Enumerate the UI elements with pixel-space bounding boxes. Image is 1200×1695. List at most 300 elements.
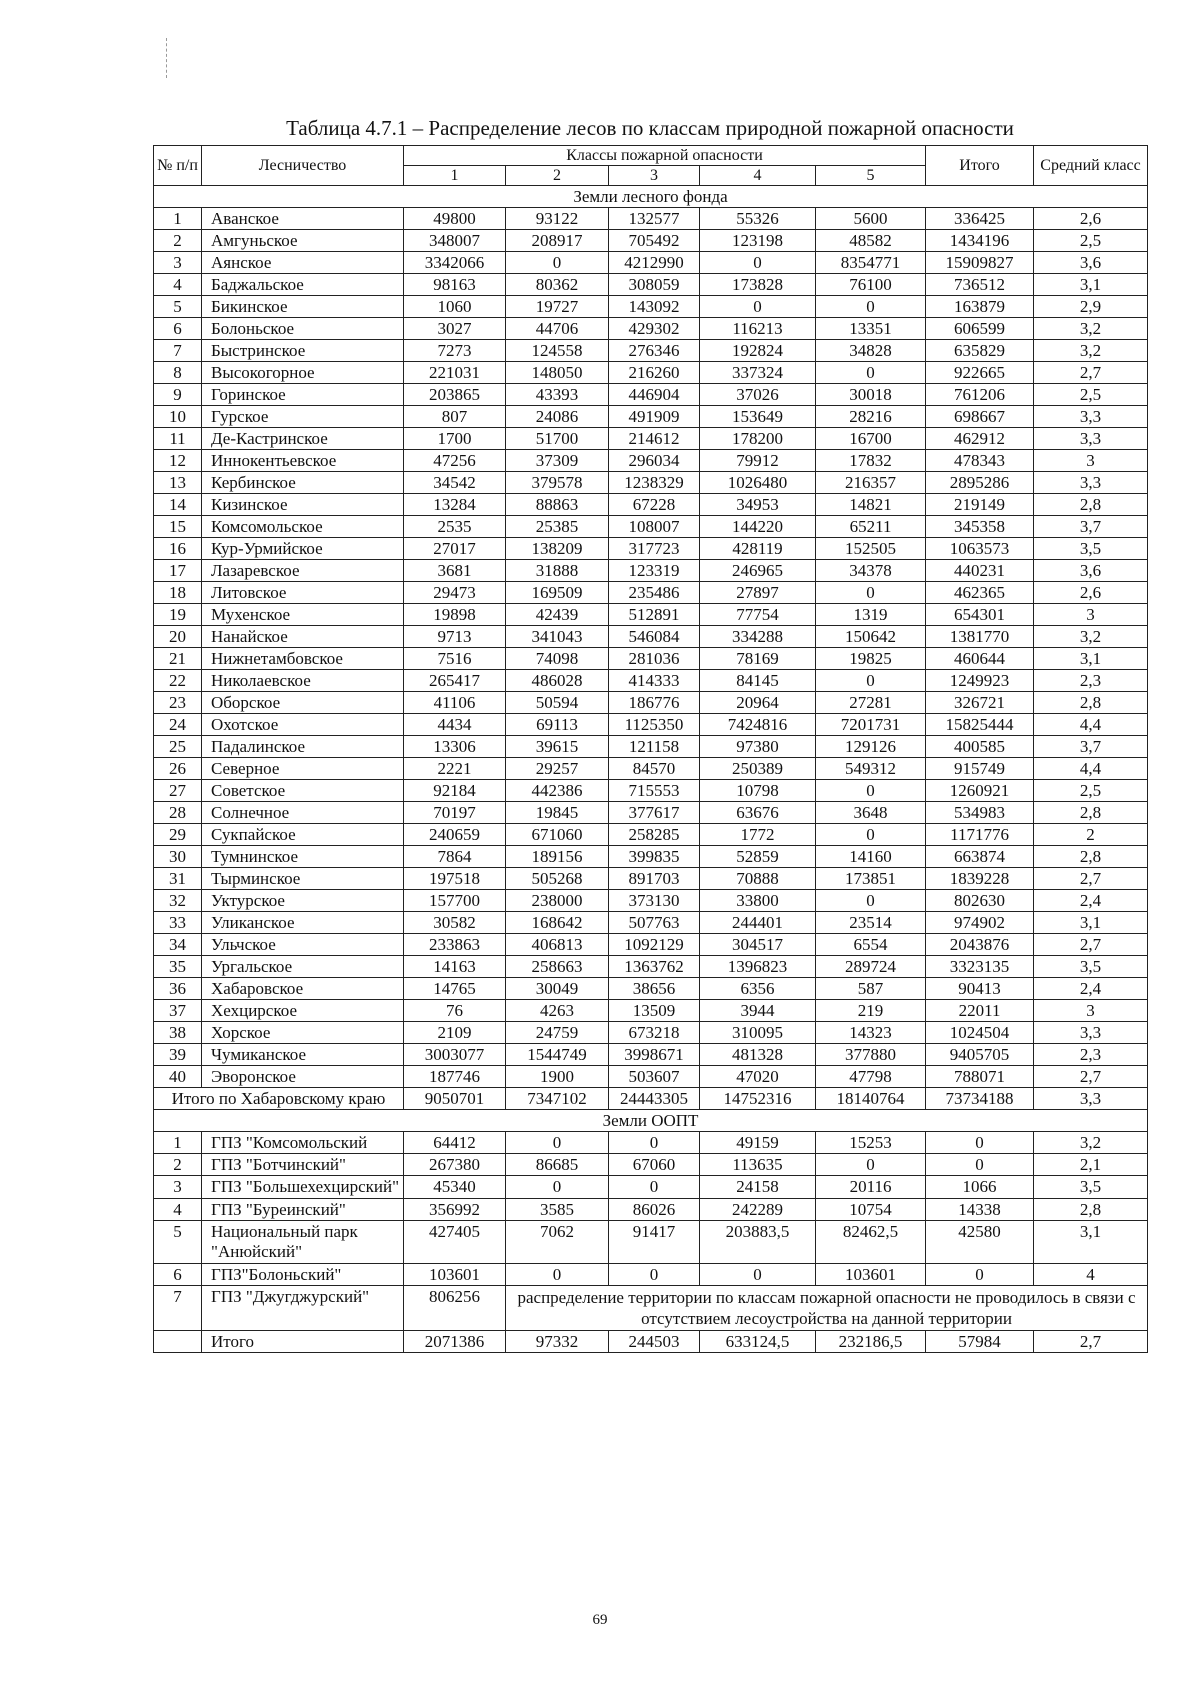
row-number: 7 [154,1286,202,1331]
table-row [154,868,1148,890]
table-row [154,516,1148,538]
class-4-value: 481328 [700,1044,816,1066]
class-2-value: 0 [506,1176,609,1199]
forestry-name: Кизинское [202,494,404,516]
total-value: 163879 [926,296,1034,318]
class-3-value: 705492 [609,230,700,252]
class-1-value: 70197 [404,802,506,824]
class-5-value: 129126 [816,736,926,758]
avg-class-value: 3 [1034,1000,1148,1022]
class-1-value: 9713 [404,626,506,648]
total-avg: 3,3 [1034,1088,1148,1110]
avg-class-value: 2,5 [1034,384,1148,406]
forestry-name: Николаевское [202,670,404,692]
row-number: 23 [154,692,202,714]
class-3-value: 276346 [609,340,700,362]
avg-class-value: 2,9 [1034,296,1148,318]
class-3-value: 13509 [609,1000,700,1022]
row-number: 16 [154,538,202,560]
total-value: 15909827 [926,252,1034,274]
avg-class-value: 3,1 [1034,1221,1148,1264]
class-5-value: 16700 [816,428,926,450]
class-1-value: 3003077 [404,1044,506,1066]
class-5-value: 0 [816,890,926,912]
class-3-value: 414333 [609,670,700,692]
class-3-value: 891703 [609,868,700,890]
class-3-value: 132577 [609,208,700,230]
class-5-value: 377880 [816,1044,926,1066]
total-class-5: 18140764 [816,1088,926,1110]
class-2-value: 189156 [506,846,609,868]
class-3-value: 0 [609,1176,700,1199]
class-5-value: 7201731 [816,714,926,736]
class-4-value: 20964 [700,692,816,714]
class-2-value: 88863 [506,494,609,516]
forestry-name: Советское [202,780,404,802]
class-1-value: 3342066 [404,252,506,274]
class-3-value: 4212990 [609,252,700,274]
table-row [154,714,1148,736]
total-value: 736512 [926,274,1034,296]
row-number: 33 [154,912,202,934]
class-5-value: 150642 [816,626,926,648]
table-row [154,1132,1148,1154]
class-4-value: 0 [700,296,816,318]
total-value: 922665 [926,362,1034,384]
avg-class-value: 2,8 [1034,692,1148,714]
forestry-name: Охотское [202,714,404,736]
forestry-name: Мухенское [202,604,404,626]
class-5-value: 549312 [816,758,926,780]
forestry-name: Кур-Урмийское [202,538,404,560]
forestry-name: ГПЗ "Джугджурский" [202,1286,404,1331]
total-class-3: 24443305 [609,1088,700,1110]
total-value: 3323135 [926,956,1034,978]
class-5-value: 17832 [816,450,926,472]
class-4-value: 178200 [700,428,816,450]
forestry-name: Хорское [202,1022,404,1044]
forestry-name: Литовское [202,582,404,604]
class-4-value: 77754 [700,604,816,626]
class-2-value: 138209 [506,538,609,560]
class-1-value: 3681 [404,560,506,582]
class-4-value: 173828 [700,274,816,296]
class-2-value: 208917 [506,230,609,252]
avg-class-value: 3,2 [1034,1132,1148,1154]
avg-class-value: 3,5 [1034,538,1148,560]
header-num: № п/п [154,146,202,186]
avg-class-value: 3,1 [1034,648,1148,670]
avg-class-value: 2,5 [1034,230,1148,252]
forestry-name: Аянское [202,252,404,274]
class-1-value: 267380 [404,1154,506,1176]
section-row [154,1110,1148,1132]
class-4-value: 144220 [700,516,816,538]
total-value: 1381770 [926,626,1034,648]
page-number: 69 [592,1612,608,1628]
avg-class-value: 3,7 [1034,516,1148,538]
class-1-value: 13306 [404,736,506,758]
class-3-value: 491909 [609,406,700,428]
row-number: 20 [154,626,202,648]
class-5-value: 173851 [816,868,926,890]
class-4-value: 7424816 [700,714,816,736]
row-number: 32 [154,890,202,912]
class-3-value: 3998671 [609,1044,700,1066]
row-number: 18 [154,582,202,604]
class-4-value: 244401 [700,912,816,934]
avg-class-value: 2,5 [1034,780,1148,802]
class-4-value: 192824 [700,340,816,362]
class-5-value: 0 [816,824,926,846]
class-5-value: 19825 [816,648,926,670]
avg-class-value: 3,3 [1034,406,1148,428]
forestry-name: Чумиканское [202,1044,404,1066]
avg-class-value: 2,8 [1034,1199,1148,1221]
row-number: 1 [154,1132,202,1154]
avg-class-value: 3,3 [1034,428,1148,450]
class-1-value: 187746 [404,1066,506,1088]
class-1-value: 7273 [404,340,506,362]
table-row [154,692,1148,714]
avg-class-value: 3,5 [1034,956,1148,978]
class-4-value: 1772 [700,824,816,846]
class-4-value: 84145 [700,670,816,692]
total-sum: 73734188 [926,1088,1034,1110]
table-row [154,1000,1148,1022]
table-row [154,956,1148,978]
class-2-value: 29257 [506,758,609,780]
class-4-value: 153649 [700,406,816,428]
class-1-value: 807 [404,406,506,428]
avg-class-value: 2,3 [1034,1044,1148,1066]
row-number: 19 [154,604,202,626]
row-number: 35 [154,956,202,978]
forestry-name: Северное [202,758,404,780]
header-row [154,146,1148,166]
class-5-value: 3648 [816,802,926,824]
avg-class-value: 4,4 [1034,714,1148,736]
forestry-name: Национальный парк "Анюйский" [202,1221,404,1264]
avg-class-value: 2,8 [1034,802,1148,824]
class-5-value: 216357 [816,472,926,494]
class-1-value: 49800 [404,208,506,230]
total-value: 14338 [926,1199,1034,1221]
class-1-value: 47256 [404,450,506,472]
scan-artifact [166,38,167,78]
class-5-value: 82462,5 [816,1221,926,1264]
section-title-forest-fund: Земли лесного фонда [154,186,1148,208]
total-value: 1434196 [926,230,1034,252]
class-4-value: 0 [700,252,816,274]
fire-class-table [153,145,1148,1353]
forestry-name: Кербинское [202,472,404,494]
class-3-value: 108007 [609,516,700,538]
class-4-value: 123198 [700,230,816,252]
class-1-value: 14765 [404,978,506,1000]
total-class-3: 244503 [609,1331,700,1353]
avg-class-value: 3 [1034,604,1148,626]
class-2-value: 486028 [506,670,609,692]
forestry-name: Лазаревское [202,560,404,582]
class-4-value: 70888 [700,868,816,890]
total-value: 1839228 [926,868,1034,890]
class-4-value: 47020 [700,1066,816,1088]
class-1-value: 3027 [404,318,506,340]
table-row [154,1022,1148,1044]
class-5-value: 30018 [816,384,926,406]
class-1-value: 76 [404,1000,506,1022]
avg-class-value: 3,3 [1034,1022,1148,1044]
total-row-region [154,1088,1148,1110]
class-5-value: 0 [816,1154,926,1176]
total-label: Итого по Хабаровскому краю [154,1088,404,1110]
table-row [154,604,1148,626]
class-3-value: 0 [609,1132,700,1154]
forestry-name: Хехцирское [202,1000,404,1022]
class-1-value: 92184 [404,780,506,802]
class-2-value: 442386 [506,780,609,802]
class-4-value: 1396823 [700,956,816,978]
class-5-value: 14160 [816,846,926,868]
class-3-value: 86026 [609,1199,700,1221]
forestry-name: Сукпайское [202,824,404,846]
class-4-value: 33800 [700,890,816,912]
class-1-value: 1700 [404,428,506,450]
class-4-value: 1026480 [700,472,816,494]
class-4-value: 6356 [700,978,816,1000]
class-4-value: 97380 [700,736,816,758]
class-3-value: 429302 [609,318,700,340]
section-title-protected-areas: Земли ООПТ [154,1110,1148,1132]
table-row [154,1176,1148,1199]
class-4-value: 49159 [700,1132,816,1154]
class-3-value: 143092 [609,296,700,318]
row-number: 12 [154,450,202,472]
class-3-value: 673218 [609,1022,700,1044]
class-2-value: 1900 [506,1066,609,1088]
class-3-value: 91417 [609,1221,700,1264]
row-number: 8 [154,362,202,384]
row-number: 4 [154,1199,202,1221]
forestry-name: Уликанское [202,912,404,934]
avg-class-value: 3,1 [1034,274,1148,296]
table-row [154,472,1148,494]
row-number: 4 [154,274,202,296]
forestry-name: ГПЗ "Большехехцирский" [202,1176,404,1199]
class-1-value: 203865 [404,384,506,406]
class-2-value: 1544749 [506,1044,609,1066]
class-3-value: 214612 [609,428,700,450]
table-row [154,560,1148,582]
total-value: 0 [926,1154,1034,1176]
class-3-value: 67060 [609,1154,700,1176]
table-row [154,582,1148,604]
total-value: 462365 [926,582,1034,604]
total-value: 400585 [926,736,1034,758]
total-value: 1260921 [926,780,1034,802]
class-3-value: 186776 [609,692,700,714]
class-3-value: 1363762 [609,956,700,978]
row-number: 40 [154,1066,202,1088]
class-4-value: 0 [700,1264,816,1286]
class-4-value: 79912 [700,450,816,472]
table-row [154,1286,1148,1331]
total-value: 1171776 [926,824,1034,846]
class-2-value: 50594 [506,692,609,714]
forestry-name: Комсомольское [202,516,404,538]
total-label: Итого [202,1331,404,1353]
avg-class-value: 3,1 [1034,912,1148,934]
total-row-protected [154,1331,1148,1353]
table-row [154,890,1148,912]
avg-class-value: 2,7 [1034,868,1148,890]
class-2-value: 30049 [506,978,609,1000]
header-class-4: 4 [700,166,816,186]
class-5-value: 20116 [816,1176,926,1199]
class-4-value: 113635 [700,1154,816,1176]
class-3-value: 507763 [609,912,700,934]
avg-class-value: 2,4 [1034,890,1148,912]
avg-class-value: 3,6 [1034,560,1148,582]
forestry-name: Тумнинское [202,846,404,868]
row-number: 26 [154,758,202,780]
row-number: 31 [154,868,202,890]
table-row [154,780,1148,802]
class-5-value: 152505 [816,538,926,560]
class-5-value: 8354771 [816,252,926,274]
class-4-value: 27897 [700,582,816,604]
class-1-value: 29473 [404,582,506,604]
class-5-value: 10754 [816,1199,926,1221]
header-class-3: 3 [609,166,700,186]
avg-class-value: 2,6 [1034,582,1148,604]
class-1-value: 240659 [404,824,506,846]
class-1-value: 45340 [404,1176,506,1199]
class-3-value: 1125350 [609,714,700,736]
class-2-value: 505268 [506,868,609,890]
forestry-name: ГПЗ "Комсомольский [202,1132,404,1154]
total-value: 761206 [926,384,1034,406]
class-1-value: 348007 [404,230,506,252]
class-5-value: 5600 [816,208,926,230]
class-5-value: 0 [816,670,926,692]
class-2-value: 4263 [506,1000,609,1022]
class-2-value: 169509 [506,582,609,604]
class-2-value: 3585 [506,1199,609,1221]
row-number: 27 [154,780,202,802]
class-2-value: 43393 [506,384,609,406]
class-2-value: 406813 [506,934,609,956]
forestry-name: Ургальское [202,956,404,978]
row-number: 15 [154,516,202,538]
total-value: 915749 [926,758,1034,780]
avg-class-value: 2,1 [1034,1154,1148,1176]
total-value: 336425 [926,208,1034,230]
table-row [154,626,1148,648]
class-2-value: 86685 [506,1154,609,1176]
class-2-value: 44706 [506,318,609,340]
class-5-value: 587 [816,978,926,1000]
class-4-value: 310095 [700,1022,816,1044]
table-row [154,384,1148,406]
class-2-value: 74098 [506,648,609,670]
class-5-value: 219 [816,1000,926,1022]
forestry-name: Высокогорное [202,362,404,384]
class-3-value: 281036 [609,648,700,670]
class-1-value: 7864 [404,846,506,868]
total-value: 2043876 [926,934,1034,956]
class-5-value: 6554 [816,934,926,956]
table-row [154,1154,1148,1176]
avg-class-value: 2 [1034,824,1148,846]
forestry-name: ГПЗ "Буреинский" [202,1199,404,1221]
total-value: 219149 [926,494,1034,516]
class-2-value: 671060 [506,824,609,846]
class-2-value: 0 [506,1264,609,1286]
class-4-value: 78169 [700,648,816,670]
class-4-value: 10798 [700,780,816,802]
header-name: Лесничество [202,146,404,186]
class-2-value: 258663 [506,956,609,978]
class-5-value: 289724 [816,956,926,978]
class-5-value: 1319 [816,604,926,626]
class-1-value: 64412 [404,1132,506,1154]
forestry-name: Эворонское [202,1066,404,1088]
class-2-value: 24086 [506,406,609,428]
total-class-2: 97332 [506,1331,609,1353]
class-1-value: 13284 [404,494,506,516]
total-value: 1024504 [926,1022,1034,1044]
class-5-value: 23514 [816,912,926,934]
row-number: 2 [154,230,202,252]
forestry-name: Аванское [202,208,404,230]
class-3-value: 512891 [609,604,700,626]
class-4-value: 63676 [700,802,816,824]
row-number: 10 [154,406,202,428]
class-2-value: 19727 [506,296,609,318]
table-row [154,428,1148,450]
class-5-value: 13351 [816,318,926,340]
class-4-value: 52859 [700,846,816,868]
forestry-name: Оборское [202,692,404,714]
table-row [154,230,1148,252]
row-number: 39 [154,1044,202,1066]
avg-class-value: 4,4 [1034,758,1148,780]
total-value: 974902 [926,912,1034,934]
total-class-1: 9050701 [404,1088,506,1110]
class-3-value: 67228 [609,494,700,516]
class-3-value: 317723 [609,538,700,560]
forestry-name: ГПЗ"Болоньский" [202,1264,404,1286]
header-class-1: 1 [404,166,506,186]
table-row [154,1264,1148,1286]
total-class-4: 14752316 [700,1088,816,1110]
class-2-value: 42439 [506,604,609,626]
row-number: 14 [154,494,202,516]
class-1-value: 2109 [404,1022,506,1044]
class-1-value: 34542 [404,472,506,494]
class-4-value: 246965 [700,560,816,582]
row-number: 22 [154,670,202,692]
section-row [154,186,1148,208]
avg-class-value: 3,5 [1034,1176,1148,1199]
class-2-value: 7062 [506,1221,609,1264]
class-1-value: 221031 [404,362,506,384]
class-4-value: 24158 [700,1176,816,1199]
class-5-value: 103601 [816,1264,926,1286]
no-data-note: распределение территории по классам пожарной опасности не проводилось в связи с отсутствием лесоустройства на данной территории [506,1286,1148,1331]
